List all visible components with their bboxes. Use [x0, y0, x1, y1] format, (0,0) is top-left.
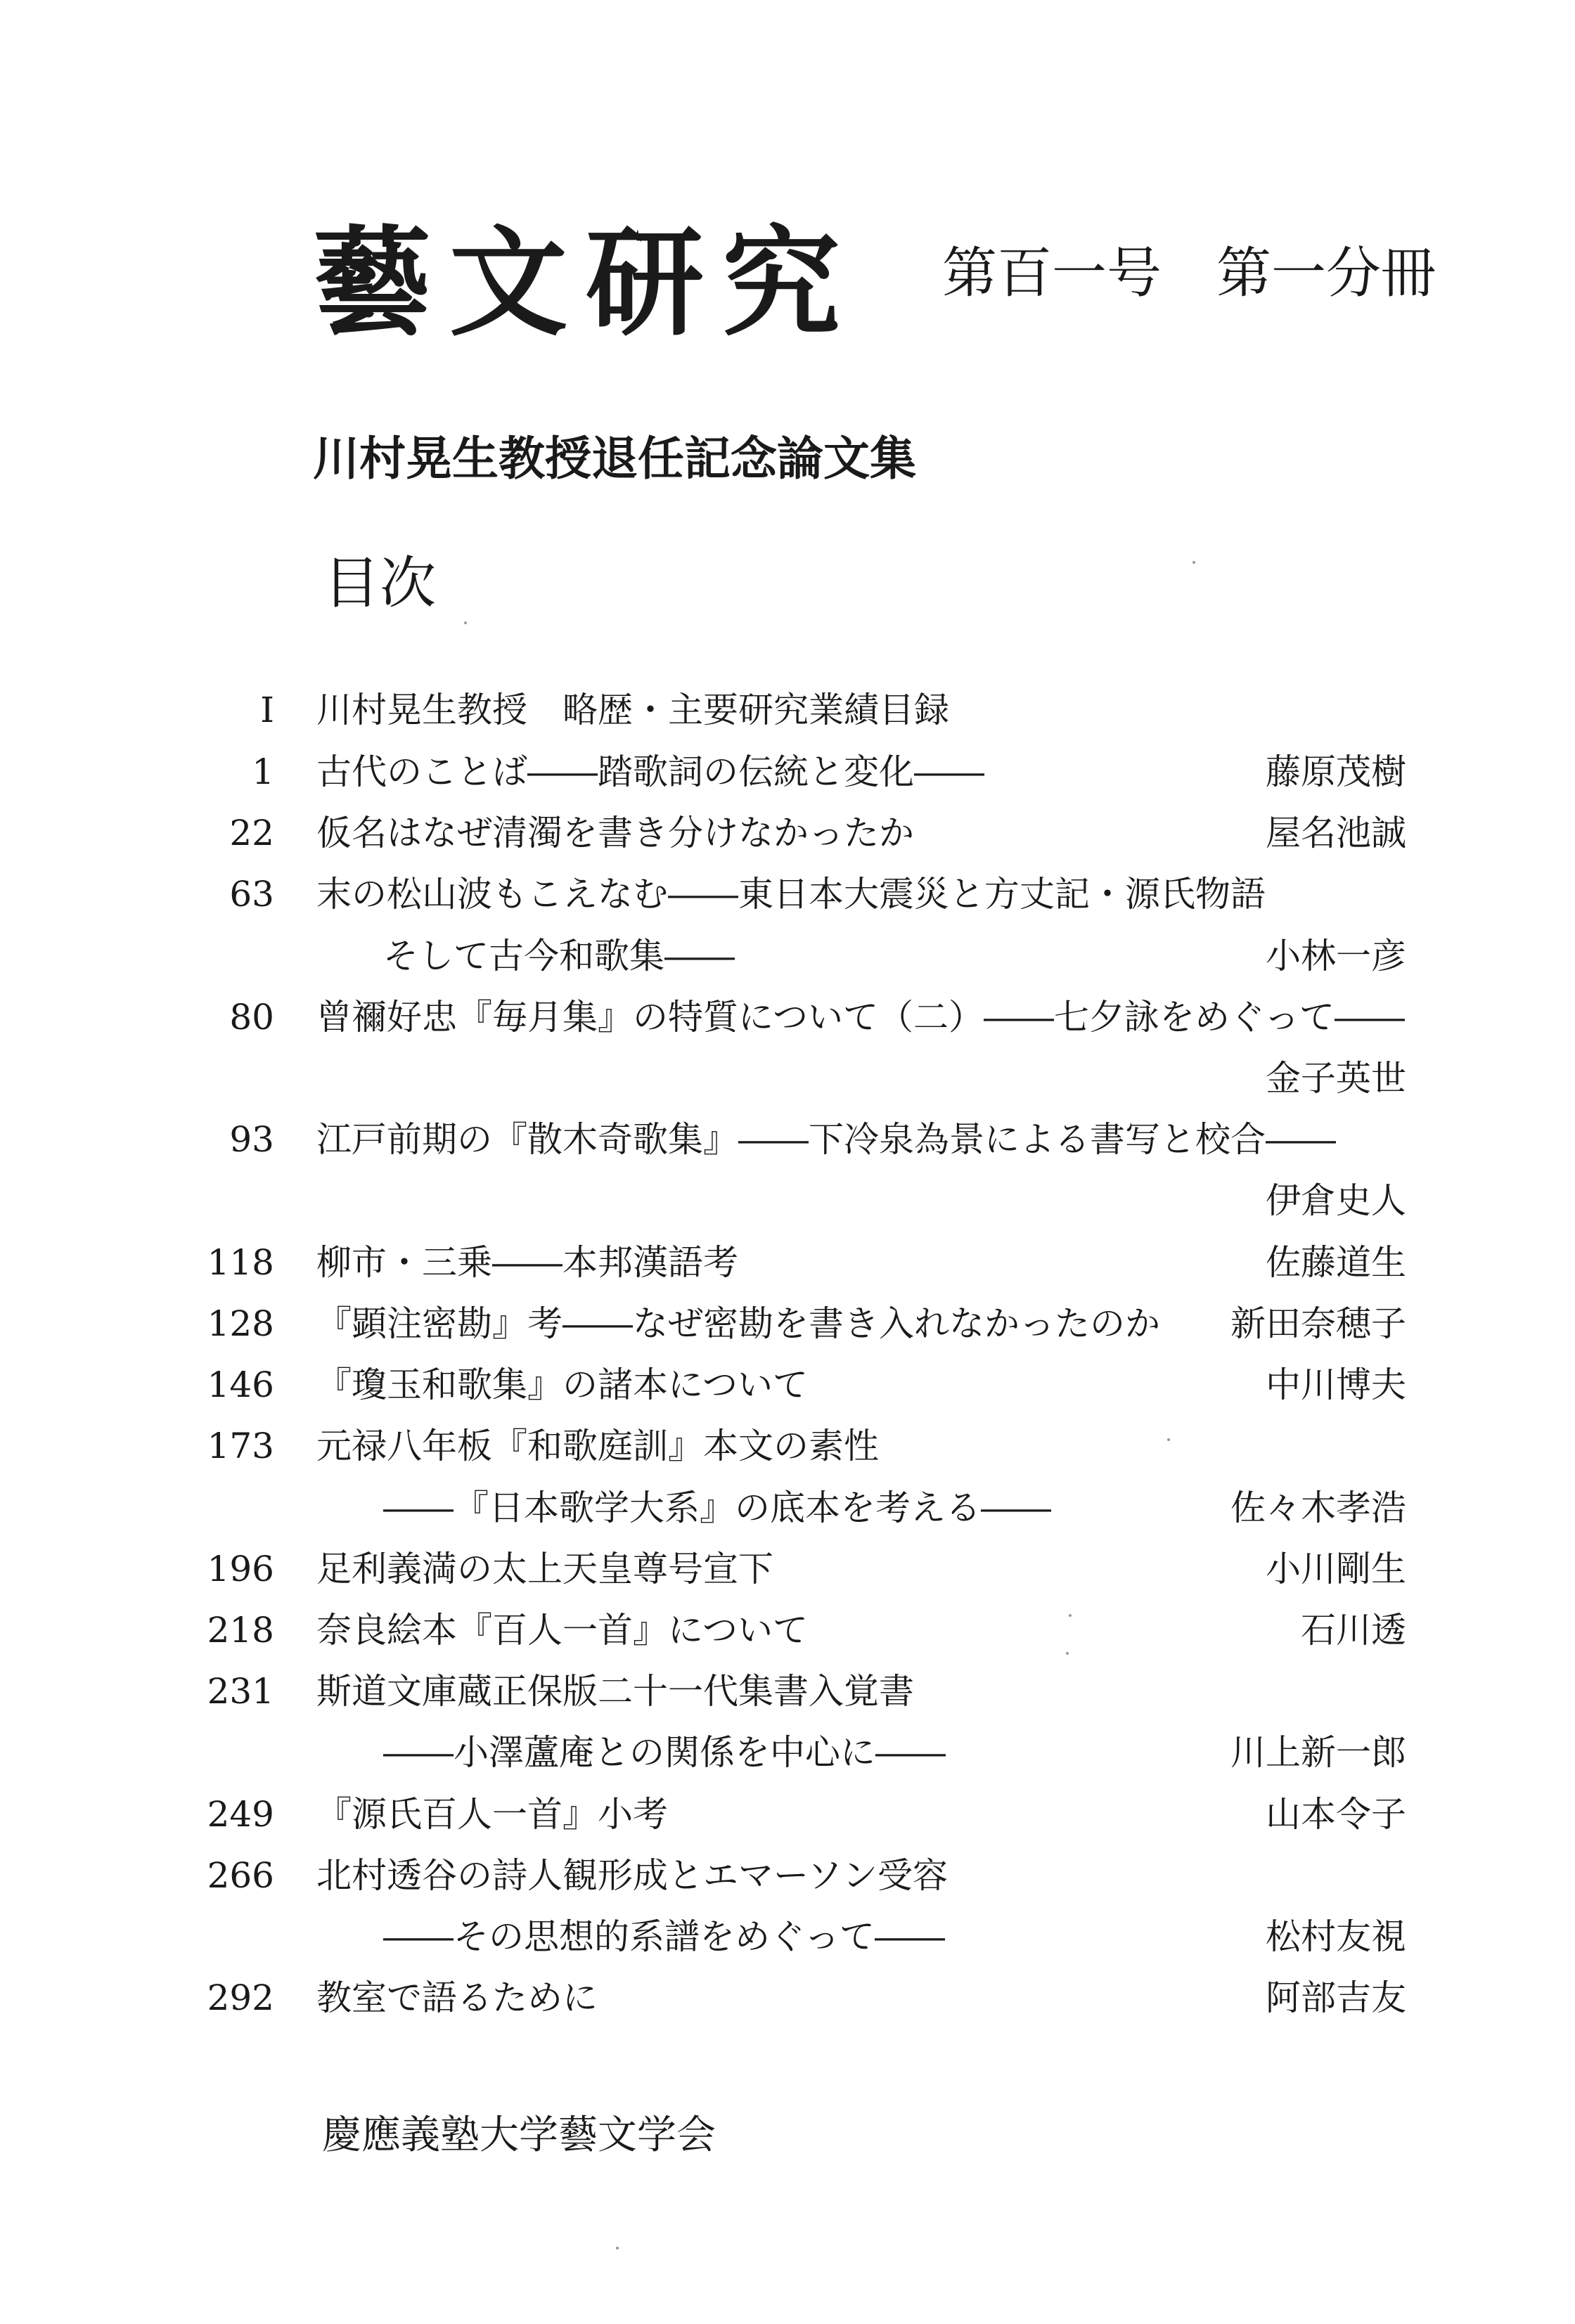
toc-entry-author: 石川透	[1301, 1610, 1406, 1651]
toc-page-number: 63	[229, 874, 274, 915]
toc-entry	[0, 1606, 1575, 1655]
toc-page-number: 231	[207, 1671, 274, 1712]
toc-page-number: 1	[252, 751, 274, 792]
toc-entry-title: 柳市・三乗――本邦漢語考	[316, 1242, 738, 1283]
journal-title: 藝文研究	[313, 213, 859, 352]
scan-speck	[1066, 1652, 1069, 1655]
toc-entry	[0, 685, 1575, 735]
scan-speck	[1069, 1614, 1072, 1617]
toc-page-number: 128	[207, 1303, 274, 1344]
toc-page-number: 218	[207, 1610, 274, 1651]
toc-entry-author: 小林一彦	[1266, 936, 1406, 976]
toc-entry-title: 奈良絵本『百人一首』について	[316, 1610, 808, 1651]
toc-entry-author: 金子英世	[1266, 1058, 1406, 1099]
toc-entry-title: 『顕注密勘』考――なぜ密勘を書き入れなかったのか	[316, 1303, 1160, 1344]
toc-page-number: 266	[207, 1855, 274, 1896]
scan-speck	[1167, 1438, 1170, 1441]
toc-entry	[0, 1544, 1575, 1594]
toc-entry-title: 江戸前期の『散木奇歌集』――下冷泉為景による書写と校合――	[316, 1119, 1336, 1160]
collection-title: 川村晃生教授退任記念論文集	[313, 432, 916, 486]
toc-entry-title: 川村晃生教授 略歴・主要研究業績目録	[316, 690, 949, 730]
toc-entry	[0, 1115, 1575, 1164]
toc-page-number: Ⅰ	[260, 690, 274, 730]
toc-entry-continuation	[0, 1483, 1575, 1532]
toc-entry	[0, 870, 1575, 919]
toc-page-number: 118	[207, 1242, 274, 1283]
toc-entry-title: そして古今和歌集――	[383, 936, 735, 976]
toc-entry-title: ――『日本歌学大系』の底本を考える――	[383, 1487, 1051, 1528]
publisher-name: 慶應義塾大学藝文学会	[322, 2112, 716, 2158]
toc-page-number: 22	[229, 813, 274, 853]
toc-entry-author: 佐藤道生	[1266, 1242, 1406, 1283]
toc-entry	[0, 1360, 1575, 1409]
toc-entry	[0, 1421, 1575, 1471]
toc-entry-author: 屋名池誠	[1266, 813, 1406, 853]
toc-entry	[0, 1667, 1575, 1716]
toc-entry-continuation	[0, 1728, 1575, 1777]
toc-page-number: 80	[229, 997, 274, 1038]
toc-entry-title: 足利義満の太上天皇尊号宣下	[316, 1549, 773, 1589]
toc-heading: 目次	[323, 550, 436, 616]
toc-page-number: 196	[207, 1549, 274, 1589]
toc-page-number: 173	[207, 1426, 274, 1466]
toc-entry-author: 佐々木孝浩	[1230, 1487, 1406, 1528]
toc-entry-author: 阿部吉友	[1266, 1977, 1406, 2018]
toc-entry	[0, 993, 1575, 1042]
toc-entry-title: ――その思想的系譜をめぐって――	[383, 1916, 945, 1957]
toc-entry-continuation	[0, 1912, 1575, 1961]
toc-entry-title: 斯道文庫蔵正保版二十一代集書入覚書	[316, 1671, 914, 1712]
toc-entry-author: 山本令子	[1266, 1794, 1406, 1835]
toc-page-number: 249	[207, 1794, 274, 1835]
toc-entry-author: 伊倉史人	[1266, 1180, 1406, 1221]
toc-entry-title: 『瓊玉和歌集』の諸本について	[316, 1364, 808, 1405]
toc-entry-title: 『源氏百人一首』小考	[316, 1794, 668, 1835]
toc-entry	[0, 1299, 1575, 1348]
toc-entry	[0, 1238, 1575, 1287]
toc-entry-author: 松村友視	[1266, 1916, 1406, 1957]
toc-entry-title: 元禄八年板『和歌庭訓』本文の素性	[316, 1426, 879, 1466]
scan-speck	[464, 621, 467, 624]
issue-info: 第百一号 第一分冊	[942, 242, 1436, 305]
toc-entry-author: 小川剛生	[1266, 1549, 1406, 1589]
toc-entry-continuation	[0, 1176, 1575, 1225]
toc-entry-title: 仮名はなぜ清濁を書き分けなかったか	[316, 813, 914, 853]
toc-entry-title: ――小澤蘆庵との関係を中心に――	[383, 1732, 946, 1773]
scan-speck	[616, 2247, 619, 2249]
toc-entry-title: 末の松山波もこえなむ――東日本大震災と方丈記・源氏物語	[316, 874, 1266, 915]
toc-entry-title: 教室で語るために	[316, 1977, 598, 2018]
toc-page-number: 93	[229, 1119, 274, 1160]
toc-entry-author: 中川博夫	[1266, 1364, 1406, 1405]
toc-entry-title: 北村透谷の詩人観形成とエマーソン受容	[316, 1855, 948, 1896]
scan-speck	[1192, 561, 1195, 564]
toc-entry-author: 川上新一郎	[1230, 1732, 1406, 1773]
toc-entry	[0, 747, 1575, 796]
toc-entry	[0, 1851, 1575, 1900]
toc-entry	[0, 808, 1575, 858]
toc-entry	[0, 1790, 1575, 1839]
toc-entry-author: 藤原茂樹	[1266, 751, 1406, 792]
toc-entry-continuation	[0, 1054, 1575, 1103]
toc-entry-title: 古代のことば――踏歌詞の伝統と変化――	[316, 751, 984, 792]
toc-page-number: 146	[207, 1364, 274, 1405]
toc-entry-continuation	[0, 931, 1575, 981]
toc-entry-author: 新田奈穂子	[1230, 1303, 1406, 1344]
toc-entry	[0, 1973, 1575, 2022]
toc-page-number: 292	[207, 1977, 274, 2018]
toc-entry-title: 曾禰好忠『毎月集』の特質について（二）――七夕詠をめぐって――	[316, 997, 1405, 1038]
